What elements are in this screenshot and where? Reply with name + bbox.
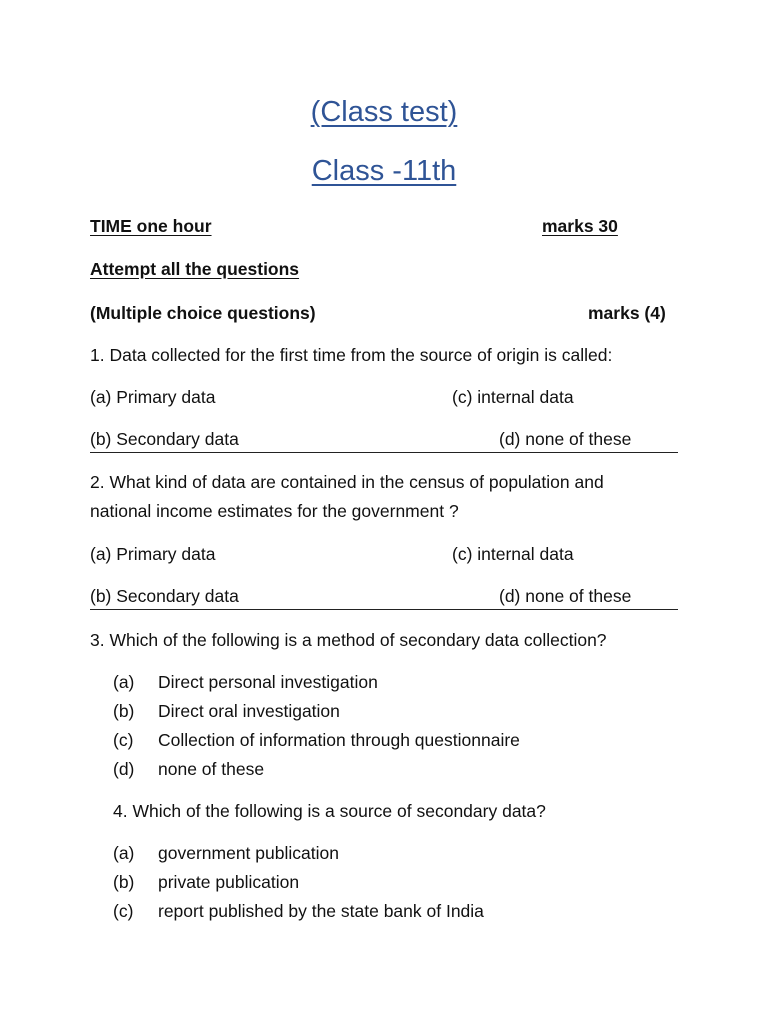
divider — [90, 609, 678, 610]
section-marks: marks (4) — [588, 303, 666, 323]
question-3: 3. Which of the following is a method of secondary data collection? — [90, 630, 607, 650]
q3-option-text: none of these — [158, 759, 265, 779]
q3-option-text: Direct oral investigation — [158, 701, 340, 721]
divider — [90, 452, 678, 453]
q3-option-letter: (b) — [113, 701, 135, 721]
q4-option-letter: (c) — [113, 901, 134, 921]
question-4: 4. Which of the following is a source of secondary data? — [113, 801, 546, 821]
time-label: TIME one hour — [90, 216, 212, 236]
section-heading: (Multiple choice questions) — [90, 303, 316, 323]
q2-option-a: (a) Primary data — [90, 544, 216, 564]
q1-option-b: (b) Secondary data — [90, 429, 239, 449]
q3-option-letter: (c) — [113, 730, 134, 750]
question-1: 1. Data collected for the first time from the source of origin is called: — [90, 345, 613, 365]
title-class-test: (Class test) — [310, 96, 458, 128]
q3-option-letter: (a) — [113, 672, 135, 692]
q2-option-b: (b) Secondary data — [90, 586, 239, 606]
q1-option-d: (d) none of these — [499, 429, 632, 449]
q3-option-letter: (d) — [113, 759, 135, 779]
total-marks: marks 30 — [542, 216, 618, 236]
question-2: 2. What kind of data are contained in the census of population and national income estimates for the government ? — [90, 472, 604, 521]
q4-option-text: private publication — [158, 872, 300, 892]
q2-option-c: (c) internal data — [452, 544, 574, 564]
q3-option-text: Direct personal investigation — [158, 672, 378, 692]
q4-option-letter: (b) — [113, 872, 135, 892]
q2-option-d: (d) none of these — [499, 586, 632, 606]
instruction: Attempt all the questions — [90, 259, 300, 279]
q4-option-text: report published by the state bank of India — [158, 901, 484, 921]
q1-option-c: (c) internal data — [452, 387, 574, 407]
title-class-level: Class -11th — [311, 155, 457, 187]
q3-option-text: Collection of information through questionnaire — [158, 730, 520, 750]
q4-option-text: government publication — [158, 843, 339, 863]
q4-option-letter: (a) — [113, 843, 135, 863]
q1-option-a: (a) Primary data — [90, 387, 216, 407]
